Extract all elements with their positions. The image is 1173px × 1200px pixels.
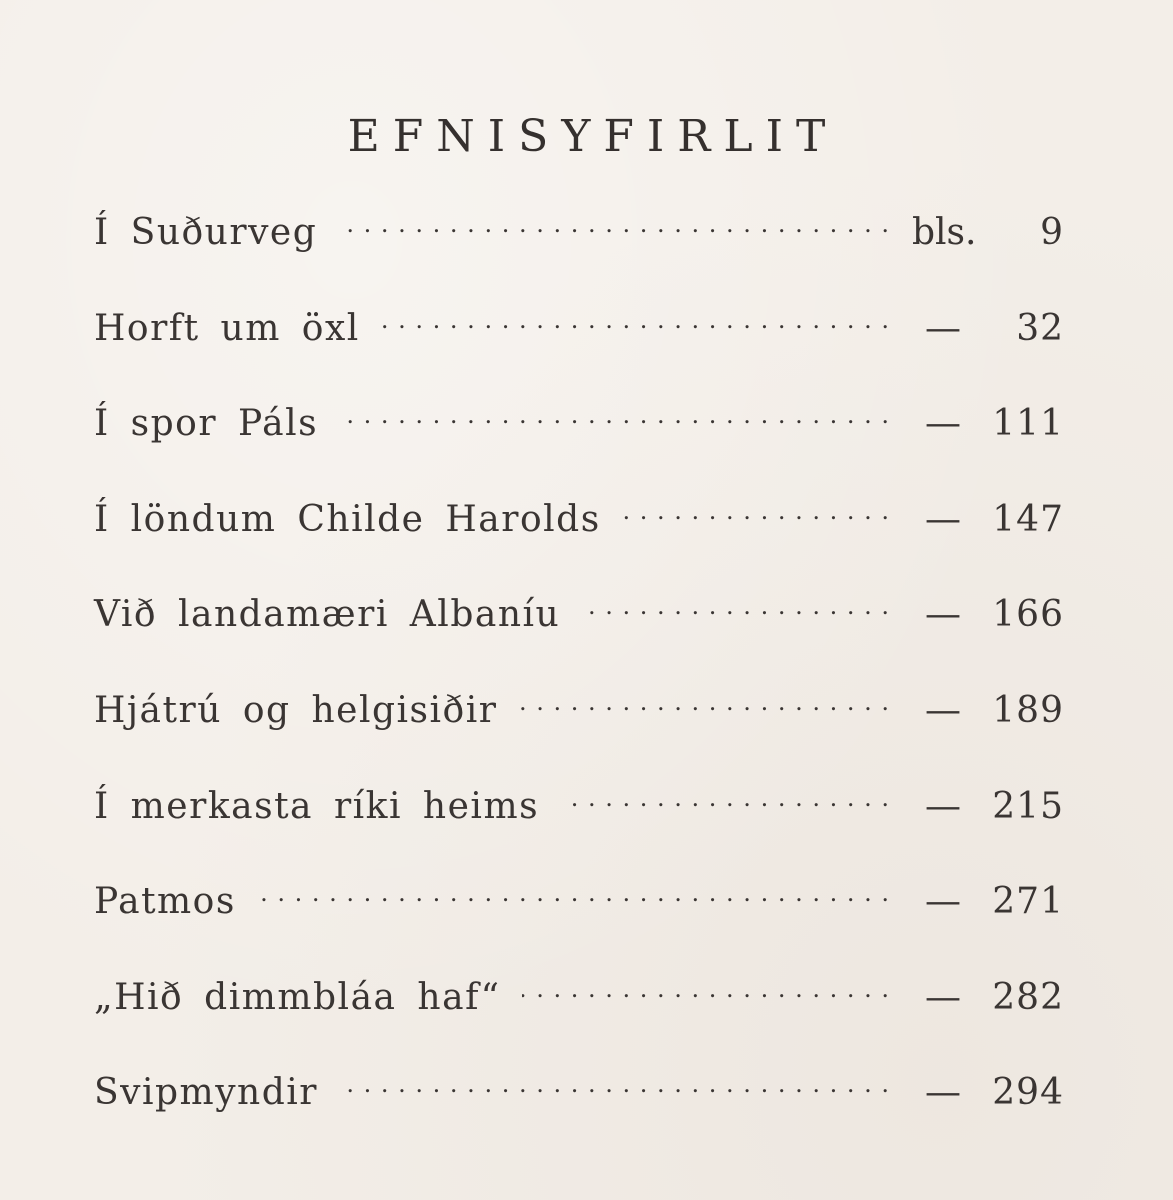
dot-leader: [582, 590, 890, 626]
toc-entry: [94, 1068, 1064, 1164]
toc-entry: [94, 973, 1064, 1069]
dot-leader: [258, 877, 890, 913]
toc-entry-title: Við landamæri Albaníu: [94, 594, 561, 636]
toc-entry-title: Í Suðurveg: [94, 212, 318, 253]
toc-entry-title: Í löndum Childe Harolds: [94, 498, 601, 540]
toc-entry-title: Í spor Páls: [94, 403, 319, 445]
toc-entry-page-prefix: —: [925, 785, 961, 827]
toc-entry-title: Patmos: [94, 881, 236, 923]
toc-entry-page-prefix: bls.: [912, 212, 977, 253]
dot-leader: [623, 495, 890, 531]
toc-entry: [94, 686, 1064, 782]
toc-entry-page-prefix: —: [925, 403, 961, 445]
dot-leader: [522, 973, 890, 1009]
toc-entry-page-prefix: —: [925, 594, 961, 636]
toc-entry-page-prefix: —: [925, 689, 961, 731]
toc-entry-page-prefix: —: [925, 1072, 961, 1114]
toc-entry: [94, 590, 1064, 686]
dot-leader: [339, 208, 890, 244]
toc-entry-page-number: 166: [992, 594, 1064, 636]
toc-entry-page-prefix: —: [925, 976, 961, 1018]
toc-entry-page-number: 147: [992, 498, 1064, 540]
dot-leader: [340, 1068, 890, 1104]
toc-entry-page-number: 189: [992, 689, 1064, 731]
page-title: EFNISYFIRLIT: [347, 111, 839, 163]
dot-leader: [519, 686, 890, 722]
toc-entry: [94, 495, 1064, 591]
toc-entry-page-number: 282: [992, 976, 1064, 1018]
toc-entry: [94, 782, 1064, 878]
toc-entry-title: „Hið dimmbláa haf“: [94, 976, 501, 1018]
toc-entry-page-prefix: —: [925, 307, 961, 349]
toc-entry-title: Horft um öxl: [94, 307, 360, 349]
toc-entry: [94, 304, 1064, 400]
toc-entry-page-number: 271: [992, 881, 1064, 923]
toc-entry: [94, 877, 1064, 973]
dot-leader: [382, 304, 890, 340]
toc-entry-page-number: 294: [992, 1072, 1064, 1114]
toc-entry-page-number: 111: [992, 403, 1064, 445]
toc-entry-page-number: 9: [1040, 212, 1064, 253]
table-of-contents: [94, 208, 1064, 1164]
toc-entry: [94, 399, 1064, 495]
toc-entry-title: Svipmyndir: [94, 1072, 318, 1114]
toc-entry-title: Hjátrú og helgisiðir: [94, 689, 498, 731]
toc-entry-page-number: 32: [1016, 307, 1064, 349]
toc-entry-title: Í merkasta ríki heims: [94, 785, 540, 827]
toc-entry-page-number: 215: [992, 785, 1064, 827]
dot-leader: [340, 399, 890, 435]
toc-entry-page-prefix: —: [925, 881, 961, 923]
dot-leader: [561, 782, 890, 818]
toc-entry-page-prefix: —: [925, 498, 961, 540]
toc-entry: [94, 208, 1064, 304]
